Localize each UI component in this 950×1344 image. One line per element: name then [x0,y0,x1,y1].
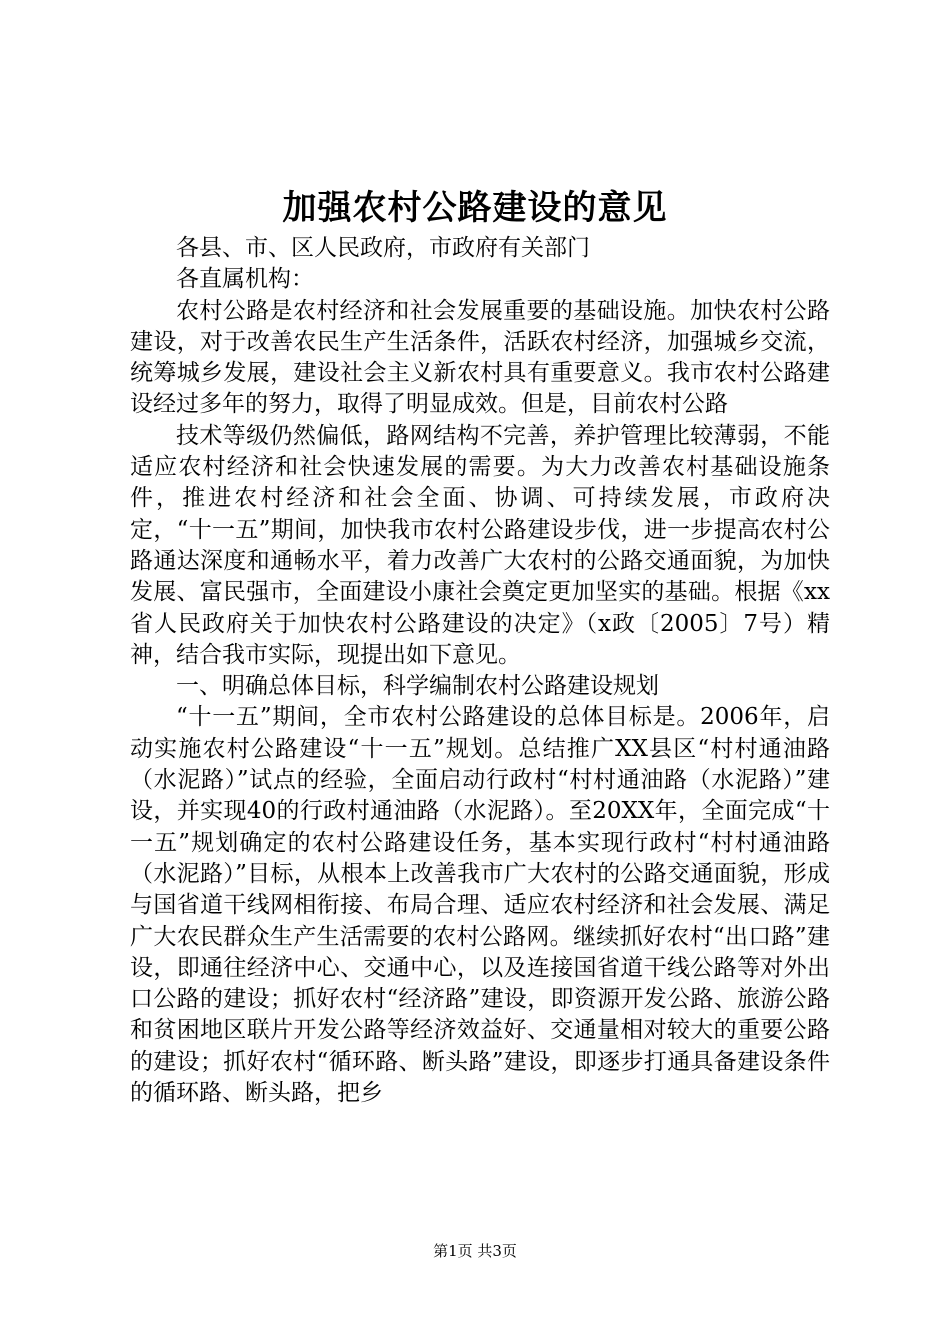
section-heading: 一、明确总体目标，科学编制农村公路建设规划 [176,673,659,700]
page-number-footer: 第1页 共3页 [433,1242,517,1260]
salutation-line-1: 各县、市、区人民政府，市政府有关部门 [176,235,590,261]
salutation-line-2: 各直属机构： [176,266,314,293]
document-title: 加强农村公路建设的意见 [282,188,668,228]
document-body [130,233,830,1109]
body-paragraph: 技术等级仍然偏低，路网结构不完善，养护管理比较薄弱，不能适应农村经济和社会快速发展的需要。为大力改善农村基础设施条件，推进农村经济和社会全面、协调、可持续发展，市政府决定，“十一五”期间，加快我市农村公路建设步伐，进一步提高农村公路通达深度和通畅水平，着力改善广大农村的公路交通面貌，为加快发展、富民强市，全面建设小康社会奠定更加坚实的基础。根据《xx省人民政府关于加快农村公路建设的决定》（x政〔2005〕7号）精神，结合我市实际，现提出如下意见。 [130,422,830,668]
body-paragraph: “十一五”期间，全市农村公路建设的总体目标是。2006年，启动实施农村公路建设“十一五”规划。总结推广XX县区“村村通油路（水泥路）”试点的经验，全面启动行政村“村村通油路（水泥路）”建设，并实现40的行政村通油路（水泥路）。至20XX年，全面完成“十一五”规划确定的农村公路建设任务，基本实现行政村“村村通油路（水泥路）”目标，从根本上改善我市广大农村的公路交通面貌，形成与国省道干线网相衔接、布局合理、适应农村经济和社会发展、满足广大农民群众生产生活需要的农村公路网。继续抓好农村“出口路”建设，即通往经济中心、交通中心，以及连接国省道干线公路等对外出口公路的建设；抓好农村“经济路”建设，即资源开发公路、旅游公路和贫困地区联片开发公路等经济效益好、交通量相对较大的重要公路的建设；抓好农村“循环路、断头路”建设，即逐步打通具备建设条件的循环路、断头路，把乡 [130,704,830,1107]
body-paragraph: 农村公路是农村经济和社会发展重要的基础设施。加快农村公路建设，对于改善农民生产生活条件，活跃农村经济，加强城乡交流，统筹城乡发展，建设社会主义新农村具有重要意义。我市农村公路建设经过多年的努力，取得了明显成效。但是，目前农村公路 [130,297,830,418]
